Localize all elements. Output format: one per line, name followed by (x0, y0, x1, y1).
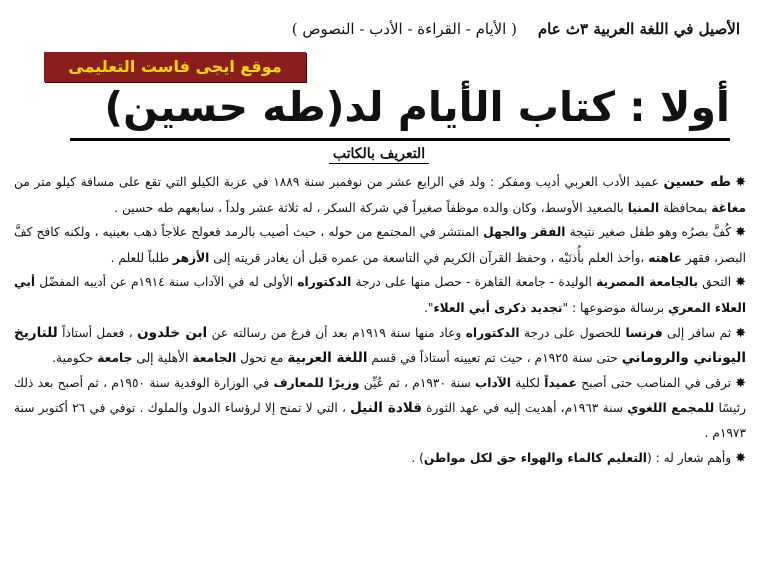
star-bullet-icon: ✸ (735, 450, 746, 466)
star-bullet-icon: ✸ (735, 375, 746, 391)
page-title: أولا : كتاب الأيام لد(طه حسين) (104, 83, 730, 131)
book-title: الأصيل في اللغة العربية ٣ث عام (537, 20, 740, 38)
author-name: طه حسين (663, 174, 732, 190)
title-underline (70, 138, 730, 141)
site-watermark-badge: موقع ايجى فاست التعليمى (44, 52, 306, 82)
star-bullet-icon: ✸ (735, 275, 746, 291)
book-header (120, 20, 740, 38)
paragraph-france: ✸ثم سافر إلى فرنسا للحصول على درجة الدكتوراه وعاد منها سنة ١٩١٩م بعد أن فرغ من رسالته عن ابن خلدون ، فعمل أستاذاً للتاريخ اليوناني والروماني حتى سنة ١٩٢٥م ، حيث تم تعيينه أستاذاً في قسم اللغة العربية مع تحول الجامعة الأهلية إلى جامعة حكومية. (14, 324, 746, 367)
star-bullet-icon: ✸ (735, 325, 746, 341)
book-subtitle: ( الأيام - القراءة - الأدب - النصوص ) (291, 20, 517, 38)
star-bullet-icon: ✸ (735, 175, 746, 190)
biography-text (14, 170, 746, 471)
paragraph-career: ✸ترقى في المناصب حتى أصبح عميداً لكلية الآداب سنة ١٩٣٠م ، ثم عُيِّن وزيرًا للمعارف في الوزارة الوفدية سنة ١٩٥٠م ، ثم أصبح بعد ذلك رئيسًا للمجمع اللغوي سنة ١٩٦٣م، أهديت إليه في عهد الثورة قلادة النيل ، التي لا تمنح إلا لرؤساء الدول والملوك . توفي في ٢٦ أكتوبر سنة ١٩٧٣م . (14, 375, 746, 440)
star-bullet-icon: ✸ (735, 225, 746, 241)
section-heading: التعريف بالكاتب (0, 146, 758, 162)
paragraph-blindness: ✸كُفَّ بصرُه وهو طفل صغير نتيجة الفقر والجهل المنتشر في المجتمع من حوله ، حيث أصيب بالرمد فعولج علاجاً ذهب بعينيه ، ولكنه كافح كفَّ البصر، فقهر عاهته ،وأخذ العلم بأُذنَيْه ، وحفظ القرآن الكريم في التاسعة من عمره قبل أن يغادر قريته إلى الأزهر طلباً للعلم . (14, 225, 746, 265)
paragraph-university: ✸التحق بالجامعة المصرية الوليدة - جامعة القاهرة - حصل منها على درجة الدكتوراه الأولى له في الآداب سنة ١٩١٤م عن أديبه المفضّل أبي العلاء المعري برسالة موضوعها : "تجديد ذكرى أبي العلاء". (14, 275, 746, 315)
paragraph-birth: ✸طه حسين عميد الأدب العربي أديب ومفكر : ولد في الرابع عشر من نوفمبر سنة ١٨٨٩ في عزبة الكيلو التي تقع على مسافة كيلو متر من مغاغة بمحافظة المنيا بالصعيد الأوسط، وكان والده موظفاً صغيراً في شركة السكر ، له ثلاثة عشر ولداً ، سابعهم طه حسين . (14, 174, 746, 215)
paragraph-motto: ✸وأهم شعار له : (التعليم كالماء والهواء حق لكل مواطن) . (411, 450, 746, 466)
